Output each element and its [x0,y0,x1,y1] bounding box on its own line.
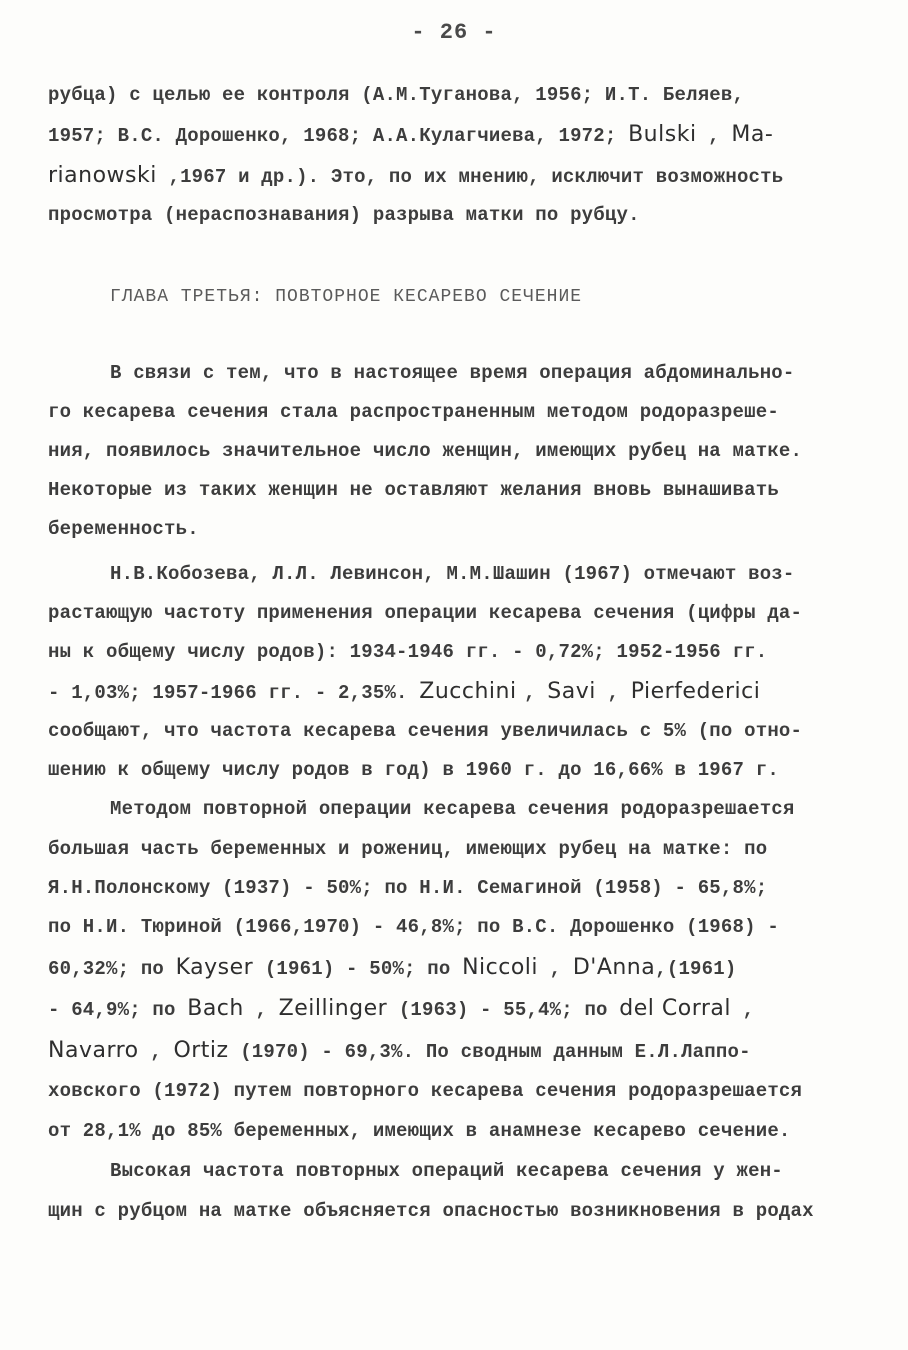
typed-text: по Н.И. Тюриной (1966,1970) - 46,8%; по В.С. Дорошенко (1968) - [48,916,779,938]
handwritten-name: Ortiz [173,1038,229,1063]
handwritten-name: Bulski [628,122,697,147]
handwritten-name: Bach [187,996,244,1021]
typed-text: большая часть беременных и рожениц, имеющих рубец на матке: по [48,838,768,860]
typed-text: Высокая частота повторных операций кесарева сечения у жен- [110,1160,783,1182]
typed-text: , [138,1041,174,1063]
typed-text: Некоторые из таких женщин не оставляют желания вновь вынашивать [48,479,779,501]
text-line [48,879,767,898]
text-line [48,998,754,1020]
typed-text: , [595,682,631,704]
typed-text: - 1,03%; 1957-1966 гг. - 2,35%. [48,682,420,704]
typed-text: Я.Н.Полонскому (1937) - 50%; по Н.И. Семагиной (1958) - 65,8%; [48,877,768,899]
text-line [48,520,199,539]
text-line [110,1162,783,1181]
page-number: - 26 - [411,20,497,45]
typed-text: , [243,999,279,1021]
text-line [48,681,760,703]
text-line [110,565,795,584]
typed-text: - 64,9%; по [48,999,188,1021]
typed-text: сообщают, что частота кесарева сечения увеличилась с 5% (по отно- [48,720,803,742]
typed-text: ,(1961) [655,958,737,980]
typed-text: просмотра (нераспознавания) разрыва матки по рубцу. [48,204,640,226]
text-line [48,481,779,500]
typed-text: 60,32%; по [48,958,176,980]
typed-text: ГЛАВА ТРЕТЬЯ: ПОВТОРНОЕ КЕСАРЕВО СЕЧЕНИЕ [110,287,583,307]
typed-text: рубца) с целью ее контроля (А.М.Туганова, 1956; И.Т. Беляев, [48,84,745,106]
typed-text: от 28,1% до 85% беременных, имеющих в анамнезе кесарево сечение. [48,1120,791,1142]
text-line [48,957,736,979]
typed-text: ,1967 и др.). Это, по их мнению, исключит возможность [156,166,784,188]
typed-text: , [696,125,732,147]
handwritten-name: Kayser [175,955,254,980]
typed-text: шению к общему числу родов в год) в 1960 г. до 16,66% в 1967 г. [48,759,779,781]
handwritten-name: Niccoli [462,955,539,980]
text-line [110,364,795,383]
typed-text: ния, появилось значительное число женщин, имеющих рубец на матке. [48,440,803,462]
handwritten-name: D'Anna [572,955,656,980]
typed-text: Н.В.Кобозева, Л.Л. Левинсон, М.М.Шашин (1967) отмечают воз- [110,563,795,585]
typed-text: В связи с тем, что в настоящее время операция абдоминально- [110,362,795,384]
typed-text: , [731,999,755,1021]
typed-text: го кесарева сечения стала распространенным методом родоразреше- [48,401,779,423]
typed-text: 1957; В.С. Дорошенко, 1968; А.А.Кулагчиева, 1972; [48,125,629,147]
handwritten-name: Zeillinger [278,996,388,1021]
text-line [48,918,779,937]
text-line [48,1082,802,1101]
text-line [48,604,802,623]
chapter-heading [110,288,582,306]
text-line [48,643,767,662]
handwritten-name: Savi [547,679,596,704]
typed-text: , [538,958,573,980]
handwritten-name: rianowski [48,163,157,188]
text-line [110,800,795,819]
typed-text: растающую частоту применения операции кесарева сечения (цифры да- [48,602,803,624]
text-line [48,165,783,187]
handwritten-name: Ma- [731,122,774,147]
typed-text: ны к общему числу родов): 1934-1946 гг. - 0,72%; 1952-1956 гг. [48,641,768,663]
text-line [48,442,802,461]
typed-text: ховского (1972) путем повторного кесарева сечения родоразрешается [48,1080,803,1102]
handwritten-name: del Corral [619,996,731,1021]
typed-text: беременность. [48,518,199,540]
text-line [48,124,773,146]
handwritten-name: Zucchini [419,679,525,704]
text-line [48,403,779,422]
typed-text: (1970) - 69,3%. По сводным данным Е.Л.Лаппо- [228,1041,751,1063]
text-line [48,1040,751,1062]
text-line [48,86,744,105]
typed-text: (1961) - 50%; по [253,958,463,980]
text-line [48,722,802,741]
text-line [48,1202,814,1221]
text-line [48,1122,791,1141]
typed-text: , [524,682,548,704]
text-line [48,206,640,225]
text-line [48,761,779,780]
typed-text: (1963) - 55,4%; по [387,999,620,1021]
handwritten-name: Navarro [48,1038,139,1063]
typed-text: щин с рубцом на матке объясняется опасностью возникновения в родах [48,1200,814,1222]
typed-text: Методом повторной операции кесарева сечения родоразрешается [110,798,795,820]
handwritten-name: Pierfederici [630,679,761,704]
text-line [48,840,767,859]
